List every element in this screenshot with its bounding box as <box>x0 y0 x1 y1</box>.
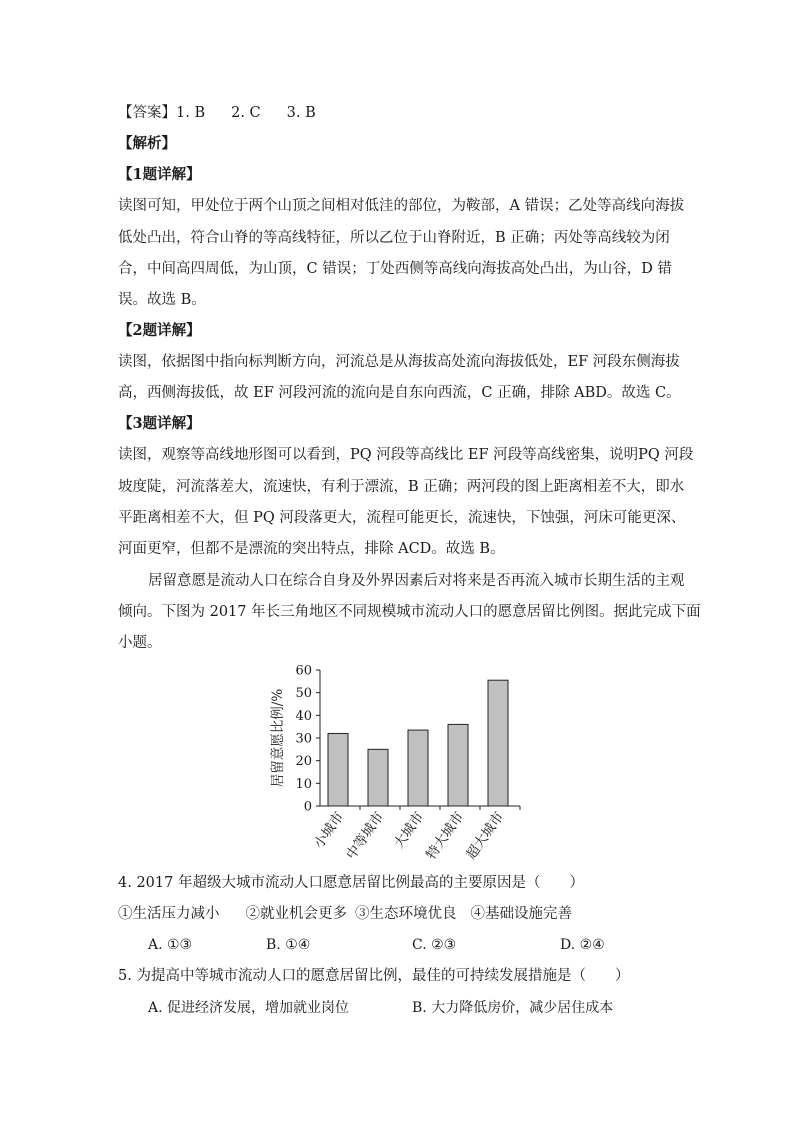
intro-line-1: 居留意愿是流动人口在综合自身及外界因素后对将来是否再流入城市长期生活的主观 <box>148 573 685 589</box>
q3-line-2: 坡度陡，河流落差大，流速快，有利于漂流，B 正确；两河段的图上距离相差不大，即水 <box>118 479 685 495</box>
q5-stem: 5. 为提高中等城市流动人口的愿意居留比例，最佳的可持续发展措施是（ ） <box>118 968 630 984</box>
x-tick-label: 大城市 <box>390 809 428 852</box>
bar <box>368 749 388 806</box>
q2-line-2: 高，西侧海拔低，故 EF 河段河流的流向是自东向西流，C 正确，排除 ABD。故选 C。 <box>118 385 681 401</box>
q1-line-1: 读图可知，甲处位于两个山顶之间相对低洼的部位，为鞍部，A 错误；乙处等高线向海拔 <box>118 198 685 214</box>
q1-heading: 【1题详解】 <box>118 166 201 183</box>
x-tick-label: 特大城市 <box>423 809 468 863</box>
answer-item-1: 1. B <box>176 105 206 121</box>
answer-label: 【答案】 <box>118 105 176 121</box>
y-axis-label: 居留意愿比例/% <box>270 688 286 788</box>
y-tick-label: 60 <box>295 663 312 679</box>
y-tick-label: 50 <box>295 686 312 702</box>
y-tick-label: 10 <box>295 776 312 792</box>
q4-statement-1: ①生活压力减小 <box>118 906 220 922</box>
bar <box>408 730 428 806</box>
q5-option-b: B. 大力降低房价，减少居住成本 <box>412 1000 614 1016</box>
q4-statement-3: ③生态环境优良 <box>355 906 457 922</box>
x-tick-label: 中等城市 <box>343 809 388 863</box>
q4-option-a: A. ①③ <box>148 937 193 953</box>
answer-item-2: 2. C <box>231 105 261 121</box>
q4-statements <box>118 904 678 924</box>
y-tick-label: 40 <box>295 708 312 724</box>
intro-line-2: 倾向。下图为 2017 年长三角地区不同规模城市流动人口的愿意居留比例图。据此完成下面 <box>118 604 701 620</box>
q1-line-3: 合，中间高四周低，为山顶，C 错误；丁处西侧等高线向海拔高处凸出，为山谷，D 错 <box>118 261 672 277</box>
q3-line-1: 读图，观察等高线地形图可以看到，PQ 河段等高线比 EF 河段等高线密集，说明PQ 河段 <box>118 447 694 463</box>
q3-heading: 【3题详解】 <box>118 415 201 432</box>
bar <box>448 724 468 806</box>
bar <box>328 733 348 806</box>
q2-line-1: 读图，依据图中指向标判断方向，河流总是从海拔高处流向海拔低处，EF 河段东侧海拔 <box>118 354 680 370</box>
q4-statement-4: ④基础设施完善 <box>470 906 572 922</box>
q3-line-4: 河面更窄，但都不是漂流的突出特点，排除 ACD。故选 B。 <box>118 541 505 557</box>
q2-heading: 【2题详解】 <box>118 322 201 339</box>
q4-option-d: D. ②④ <box>560 937 605 953</box>
intro-line-3: 小题。 <box>118 635 162 651</box>
q4-option-b: B. ①④ <box>266 937 311 953</box>
q1-line-4: 误。故选 B。 <box>118 292 206 308</box>
bar-chart <box>260 658 530 868</box>
answer-line <box>118 103 678 123</box>
analysis-heading: 【解析】 <box>118 135 176 152</box>
q4-statement-2: ②就业机会更多 <box>245 906 347 922</box>
y-tick-label: 0 <box>303 799 312 815</box>
y-tick-label: 20 <box>295 754 312 770</box>
q3-line-3: 平距离相差不大，但 PQ 河段落更大，流程可能更长，流速快，下蚀强，河床可能更深、 <box>118 510 686 526</box>
x-tick-label: 超大城市 <box>463 809 508 863</box>
y-tick-label: 30 <box>295 731 312 747</box>
q5-option-a: A. 促进经济发展，增加就业岗位 <box>148 1000 350 1016</box>
x-tick-label: 小城市 <box>310 809 348 852</box>
q4-stem: 4. 2017 年超级大城市流动人口愿意居留比例最高的主要原因是（ ） <box>118 875 584 891</box>
q4-option-c: C. ②③ <box>412 937 457 953</box>
answer-item-3: 3. B <box>286 105 316 121</box>
bar <box>488 680 508 806</box>
q1-line-2: 低处凸出，符合山脊的等高线特征，所以乙位于山脊附近，B 正确；丙处等高线较为闭 <box>118 230 670 246</box>
